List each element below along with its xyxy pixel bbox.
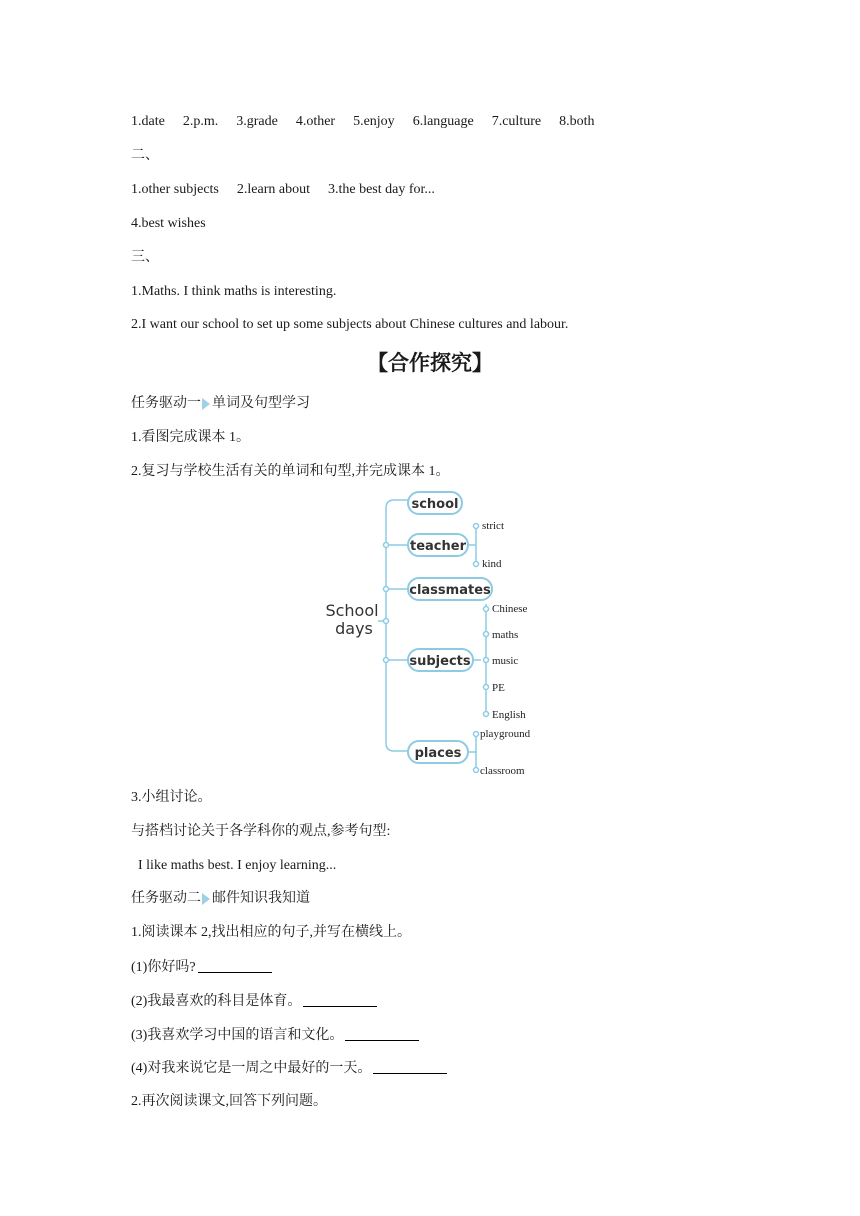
answer-2: 2.p.m. — [182, 114, 219, 129]
answers-line-5: 2.I want our school to set up some subjects about Chinese cultures and labour. — [131, 317, 569, 332]
task-one-item-2: 2.复习与学校生活有关的单词和句型,并完成课本 1。 — [131, 464, 450, 479]
leaf-chinese: Chinese — [492, 603, 528, 615]
section-two-label: 二、 — [131, 148, 159, 163]
answer-blank[interactable] — [373, 1059, 447, 1074]
leaf-kind: kind — [482, 558, 502, 570]
task-one-item-1: 1.看图完成课本 1。 — [131, 430, 250, 445]
answers-line-4: 1.Maths. I think maths is interesting. — [131, 284, 337, 299]
arrow-icon — [202, 893, 210, 905]
answer-5: 5.enjoy — [353, 114, 395, 129]
leaf-playground: playground — [480, 728, 531, 740]
question-2-text: (2)我最喜欢的科目是体育。 — [131, 994, 302, 1009]
phrase-3: 3.the best day for... — [327, 182, 435, 197]
mind-map-title-line-2: days — [335, 619, 373, 638]
node-label-school: school — [411, 497, 459, 512]
leaf-english: English — [492, 709, 526, 721]
section-three-label: 三、 — [131, 250, 159, 265]
answer-4: 4.other — [295, 114, 336, 129]
question-4-text: (4)对我来说它是一周之中最好的一天。 — [131, 1061, 372, 1076]
node-label-subjects: subjects — [409, 654, 471, 669]
section-heading: 【合作探究】 — [367, 351, 493, 375]
phrase-2: 2.learn about — [236, 182, 310, 197]
task-two-name: 邮件知识我知道 — [212, 891, 310, 906]
node-label-places: places — [414, 746, 462, 761]
answers-line-2 — [131, 181, 435, 199]
leaf-pe: PE — [492, 682, 505, 694]
discussion-item: 3.小组讨论。 — [131, 790, 212, 805]
task-two-prefix: 任务驱动二 — [131, 891, 201, 906]
phrase-1: 1.other subjects — [131, 182, 219, 197]
task-two-title — [131, 890, 310, 908]
answer-blank[interactable] — [198, 958, 272, 973]
answer-7: 7.culture — [491, 114, 542, 129]
answer-6: 6.language — [412, 114, 474, 129]
answer-blank[interactable] — [303, 992, 377, 1007]
task-two-item-2: 2.再次阅读课文,回答下列问题。 — [131, 1094, 327, 1109]
task-one-prefix: 任务驱动一 — [131, 396, 201, 411]
leaf-maths: maths — [492, 629, 519, 641]
question-3-text: (3)我喜欢学习中国的语言和文化。 — [131, 1028, 344, 1043]
answers-line-3: 4.best wishes — [131, 216, 206, 231]
arrow-icon — [202, 398, 210, 410]
answer-3: 3.grade — [236, 114, 278, 129]
question-1 — [131, 958, 272, 977]
answer-1: 1.date — [131, 114, 165, 129]
leaf-classroom: classroom — [480, 765, 525, 777]
discussion-instruction: 与搭档讨论关于各学科你的观点,参考句型: — [131, 824, 391, 839]
task-one-title — [131, 395, 310, 413]
question-2 — [131, 992, 377, 1011]
discussion-sample: I like maths best. I enjoy learning... — [138, 858, 337, 873]
node-label-classmates: classmates — [409, 583, 491, 598]
answer-8: 8.both — [559, 114, 595, 129]
node-label-teacher: teacher — [410, 539, 466, 554]
task-two-item-1: 1.阅读课本 2,找出相应的句子,并写在横线上。 — [131, 925, 411, 940]
question-4 — [131, 1059, 447, 1078]
school-days-mind-map — [318, 488, 548, 780]
answers-line-1 — [131, 113, 594, 131]
question-3 — [131, 1026, 419, 1045]
question-1-text: (1)你好吗? — [131, 960, 196, 975]
leaf-strict: strict — [482, 520, 504, 532]
leaf-music: music — [492, 655, 519, 667]
answer-blank[interactable] — [345, 1026, 419, 1041]
mind-map-title-line-1: School — [325, 601, 379, 620]
task-one-name: 单词及句型学习 — [212, 396, 310, 411]
